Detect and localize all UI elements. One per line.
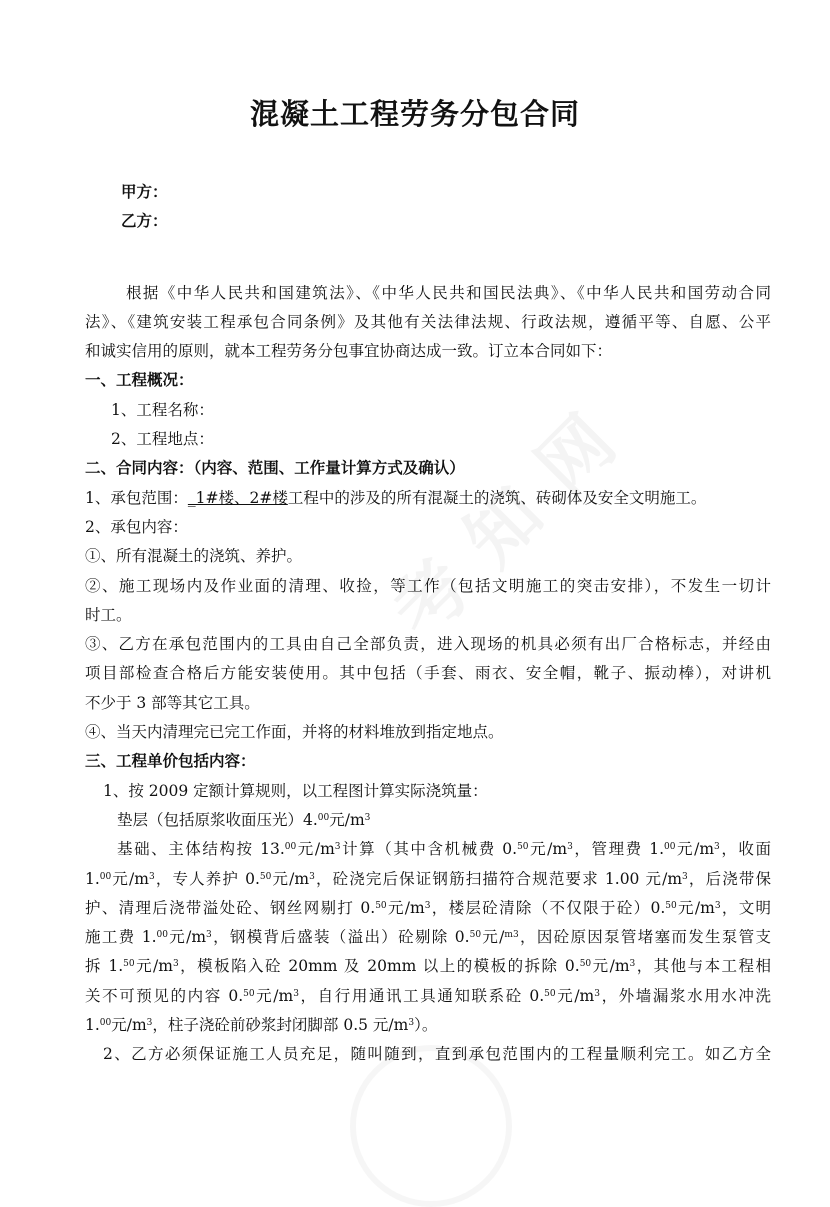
content-item-3: ③、乙方在承包范围内的工具由自己全部负责，进入现场的机具必须有出厂合格标志，并经由 [85, 635, 771, 654]
text-run: 计算（其中含机械费 0. [340, 840, 518, 859]
superscript: 3 [293, 988, 299, 999]
text-run: 基础、主体结构按 13. [117, 840, 285, 859]
superscript: 3 [714, 900, 721, 911]
superscript: 3 [206, 930, 212, 941]
preamble-line: 法》、《建筑安装工程承包合同条例》及其他有关法律法规、行政法规，遵循平等、自愿、公平 [85, 312, 771, 331]
project-name-label: 1、工程名称： [111, 400, 214, 419]
text-run: ，因砼原因泵管堵塞而发生泵管支 [518, 928, 771, 947]
text-run: 元/m [111, 1016, 147, 1035]
text-run: ，柱子浇砼前砂浆封闭脚部 0.5 元/m [152, 1016, 409, 1035]
text-run: 元/m [271, 869, 310, 888]
text-run: 护、清理后浇带溢处砼、钢丝网剔打 0. [85, 898, 376, 917]
party-b-label: 乙方： [121, 212, 168, 231]
text-run: 元/m [528, 840, 568, 859]
section-2-heading: 二、合同内容：（内容、范围、工作量计算方式及确认） [85, 459, 465, 478]
superscript: 50 [123, 959, 135, 970]
preamble-line: 根据《中华人民共和国建筑法》、《中华人民共和国民法典》、《中华人民共和国劳动合同 [126, 283, 771, 302]
price-line-6 [85, 982, 771, 1011]
text-run: 拆 1. [85, 957, 124, 976]
price-line-1 [85, 835, 771, 864]
text-run: 元/m [134, 957, 173, 976]
superscript: 3 [148, 871, 155, 882]
superscript: 00 [284, 842, 297, 853]
text-run: 元/m [254, 986, 294, 1005]
superscript: 00 [156, 930, 168, 941]
price-line-7 [85, 1011, 771, 1040]
scope-rest: 工程中的涉及的所有混凝土的浇筑、砖砌体及安全文明施工。 [287, 488, 707, 507]
cushion-price [85, 806, 771, 835]
text-run: ，楼层砼清除（不仅限于砼）0. [430, 898, 666, 917]
document-title: 混凝土工程劳务分包合同 [249, 97, 580, 131]
superscript: 50 [469, 930, 482, 941]
text-run: ，自行用通讯工具通知联系砼 0. [298, 986, 545, 1005]
superscript: 3 [364, 812, 371, 823]
superscript: 50 [243, 988, 255, 999]
superscript: 3 [594, 988, 600, 999]
superscript: 3 [714, 842, 720, 853]
superscript: 50 [259, 871, 272, 882]
superscript: 3 [682, 871, 688, 882]
preamble-line: 和诚实信用的原则，就本工程劳务分包事宜协商达成一致。订立本合同如下： [85, 342, 613, 361]
section-1-heading: 一、工程概况： [85, 371, 194, 390]
text-run: 元/m [591, 957, 630, 976]
superscript: 00 [664, 842, 676, 853]
text-run: 元/m [329, 810, 365, 829]
text-run: ，模板陷入砼 20mm 及 20mm 以上的模板的拆除 0. [178, 957, 580, 976]
superscript: 00 [99, 1018, 112, 1029]
staffing-clause: 2、乙方必须保证施工人员充足，随叫随到，直到承包范围内的工程量顺利完工。如乙方全 [103, 1045, 771, 1064]
superscript: 50 [517, 842, 529, 853]
price-line-4 [85, 923, 771, 952]
spacer [85, 237, 771, 279]
text-run: 关不可预见的内容 0. [85, 986, 244, 1005]
text-run: 元/m [555, 986, 595, 1005]
content-item-2-cont: 时工。 [85, 605, 132, 624]
text-run: ，后浇带保 [687, 869, 771, 888]
text-run: 元/m [167, 928, 207, 947]
superscript: 3 [334, 842, 341, 853]
superscript: 00 [317, 812, 330, 823]
project-location-label: 2、工程地点： [111, 430, 214, 449]
content-item-2: ②、施工现场内及作业面的清理、收捡，等工作（包括文明施工的突击安排），不发生一切计 [85, 576, 771, 595]
content-item-1: ①、所有混凝土的浇筑、养护。 [85, 547, 303, 566]
superscript: 50 [665, 900, 677, 911]
superscript: 3 [172, 959, 179, 970]
text-run: ）。 [414, 1016, 438, 1035]
superscript: 3 [146, 1018, 153, 1029]
content-item-3-cont: 不少于 3 部等其它工具。 [85, 693, 260, 712]
text-run: 垫层（包括原浆收面压光）4. [117, 810, 318, 829]
text-run: 元/m [675, 840, 715, 859]
text-run: ，文明 [720, 898, 772, 917]
superscript: 3 [567, 842, 573, 853]
content-item-4: ④、当天内清理完已完工作面，并将的材料堆放到指定地点。 [85, 723, 504, 742]
superscript: 00 [99, 871, 112, 882]
superscript: 3 [408, 1018, 415, 1029]
scope-line [85, 484, 771, 513]
text-run: 施工费 1. [85, 928, 157, 947]
superscript: 50 [375, 900, 387, 911]
price-line-5 [85, 952, 771, 981]
document-body [85, 178, 771, 1070]
text-run: 元/m [676, 898, 715, 917]
text-run: 元/m [296, 840, 335, 859]
superscript: 3 [629, 959, 636, 970]
text-run: 元/m [386, 898, 425, 917]
superscript: 50 [544, 988, 556, 999]
content-item-3-cont: 项目部检查合格后方能安装使用。其中包括（手套、雨衣、安全帽，靴子、振动棒），对讲机 [85, 664, 771, 683]
superscript: 50 [579, 959, 592, 970]
superscript: m3 [504, 930, 519, 941]
text-run: ，外墙漏浆水用水冲洗 [599, 986, 771, 1005]
price-line-3 [85, 894, 771, 923]
text-run: ，管理费 1. [572, 840, 665, 859]
pricing-rule: 1、按 2009 定额计算规则，以工程图计算实际浇筑量： [103, 781, 488, 800]
section-3-heading: 三、工程单价包括内容： [85, 752, 256, 771]
text-run: 1. [85, 1016, 100, 1035]
party-a-label: 甲方： [121, 183, 168, 201]
scope-buildings: _1#楼、2#楼 [187, 488, 288, 507]
superscript: 3 [424, 900, 431, 911]
text-run: ，专人养护 0. [154, 869, 260, 888]
text-run: ，砼浇完后保证钢筋扫描符合规范要求 1.00 元/m [314, 869, 683, 888]
scope-prefix: 1、承包范围： [85, 488, 188, 507]
contract-content-label: 2、承包内容： [85, 517, 188, 536]
text-run: ，收面 [719, 840, 772, 859]
text-run: 1. [85, 869, 100, 888]
text-run: ，钢模背后盛装（溢出）砼剔除 0. [211, 928, 470, 947]
superscript: 3 [309, 871, 315, 882]
text-run: 元/m [111, 869, 149, 888]
text-run: 元/ [481, 928, 505, 947]
price-line-2 [85, 865, 771, 894]
text-run: ，其他与本工程相 [635, 957, 771, 976]
